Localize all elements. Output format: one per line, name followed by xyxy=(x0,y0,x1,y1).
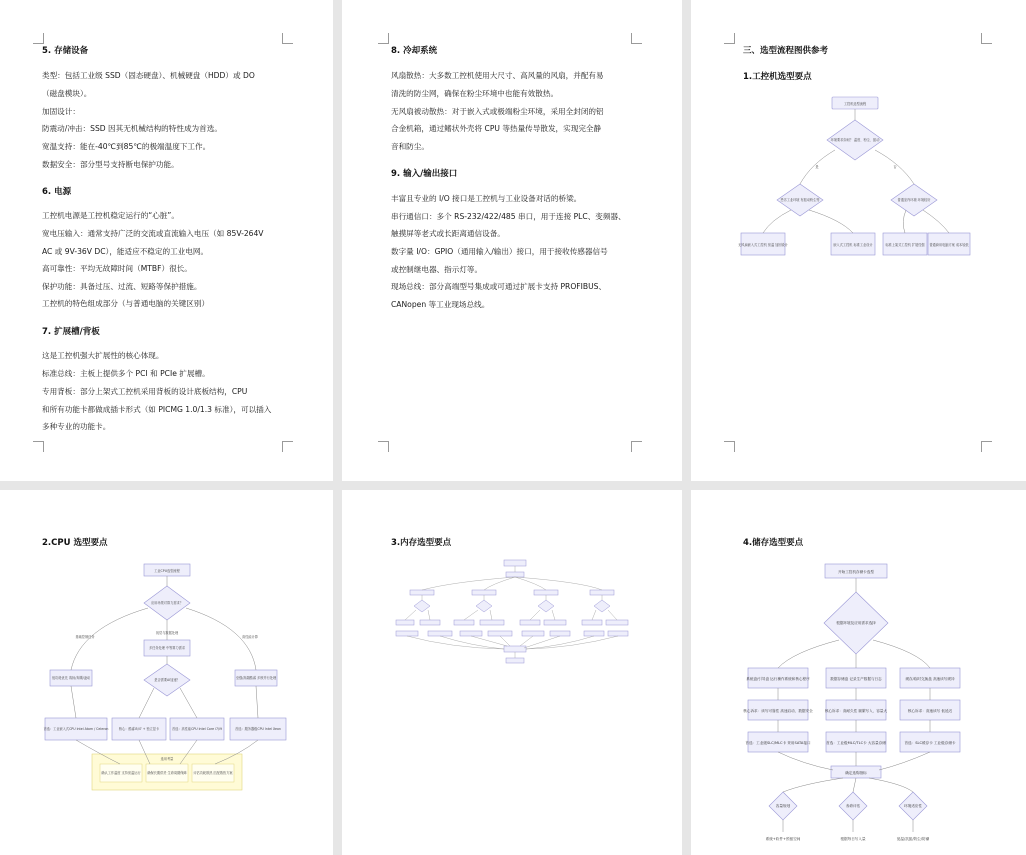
text-line: 宽温支持：能在-40℃到85℃的极端温度下工作。 xyxy=(42,142,211,151)
flow-edge-no: 否 xyxy=(893,165,897,169)
flow-note-label: 核心诉求：读写可靠性 高速启动、数据安全 xyxy=(743,709,813,713)
flow-mid-q-label: 是否需要AI加速？ xyxy=(154,678,180,682)
page-2 xyxy=(342,0,682,481)
heading-power: 6. 电源 xyxy=(42,187,72,197)
text-line: 数字量 I/O：GPIO（通用输入/输出）接口，用于接收传感器信号 xyxy=(391,247,608,256)
heading-storage-selection: 4.储存选型要点 xyxy=(743,538,804,548)
flow-rec-label: 首选：工业级SLC/MLC卡 采用SATA接口 xyxy=(745,741,811,745)
flow-decision-label: 容量规划 xyxy=(775,804,791,808)
panel-title: 选用考量 xyxy=(160,757,174,761)
page-5 xyxy=(342,490,682,855)
flow-branch-label: 数据存储盘 记录生产数据与日志 xyxy=(830,677,882,681)
crop-mark xyxy=(378,441,389,452)
flow-leaf-label: 核心：酷睿i5/i7 + 独立显卡 xyxy=(118,727,160,731)
flow-left-q-label: 恶劣工业环境 有振动粉尘等 xyxy=(780,198,820,202)
text-line: 高可靠性：平均无故障时间（MTBF）很长。 xyxy=(42,264,192,273)
flow-branch-label: 系统盘/引导盘 运行操作系统和核心程序 xyxy=(746,677,810,681)
text-line: AC 或 9V-36V DC），能适应不稳定的工业电网。 xyxy=(42,247,209,256)
heading-ipc-selection: 1.工控机选型要点 xyxy=(743,72,812,82)
text-line: 数据安全：部分型号支持断电保护功能。 xyxy=(42,160,179,169)
panel-item: 确保长期供货 生命周期保障 xyxy=(147,771,187,775)
text-line: 合金机箱，通过鳍状外壳将 CPU 等热量传导散发，实现完全静 xyxy=(391,124,602,133)
flow-edge-yes: 是 xyxy=(815,165,819,169)
crop-mark xyxy=(282,33,293,44)
crop-mark xyxy=(33,441,44,452)
flow-bottom-label: 宽温/抗振/防尘/防潮 xyxy=(896,837,930,841)
flow-note-label: 核心诉求：高耐久性 频繁写入、容量大 xyxy=(824,709,888,713)
text-line: 类型：包括工业级 SSD（固态硬盘）、机械硬盘（HDD）或 DO xyxy=(42,71,255,80)
panel-item: 评估功耗散热 匹配散热方案 xyxy=(193,771,233,775)
page-1 xyxy=(0,0,333,481)
crop-mark xyxy=(33,33,44,44)
text-line: 保护功能：具备过压、过流、短路等保护措施。 xyxy=(42,282,202,291)
text-line: 宽电压输入：通常支持广泛的交流或直流输入电压（如 85V-264V xyxy=(42,229,264,238)
crop-mark xyxy=(631,33,642,44)
page-4 xyxy=(0,490,333,855)
flow-right-q-label: 普通室内环境 环境较好 xyxy=(897,198,931,202)
text-line: 或控制继电器、指示灯等。 xyxy=(391,265,483,274)
flow-bottom-label: 根据每日写入量 xyxy=(840,837,866,841)
flow-leaf-label: 普通商用电脑方案 成本较低 xyxy=(929,243,969,247)
flow-edge-label: 高性能计算 xyxy=(242,635,258,639)
flow-q1-label: 环境要求如何？ 温度、粉尘、振动 xyxy=(830,138,880,142)
flow-decision-label: 环境适应性 xyxy=(904,804,922,808)
heading-cooling: 8. 冷却系统 xyxy=(391,46,438,56)
crop-mark xyxy=(631,441,642,452)
flow-node-label: 至强/高端酷睿 多核并行处理 xyxy=(235,676,277,680)
flow-leaf-label: 首选：工业嵌入式CPU Intel Atom / Celeron xyxy=(43,727,109,731)
ipc-selection-flowchart xyxy=(731,92,971,262)
heading-expansion: 7. 扩展槽/背板 xyxy=(42,327,100,337)
text-line: 加固设计： xyxy=(42,107,80,116)
flow-node-label: 多任务处理 中等算力需求 xyxy=(148,646,186,650)
flow-q1-label: 根据环境及应用需求选择 xyxy=(836,621,876,625)
flow-bottom-label: 系统+软件+预留空间 xyxy=(765,837,801,841)
text-line: 防震动/冲击：SSD 因其无机械结构的特性成为首选。 xyxy=(42,124,222,133)
heading-io: 9. 输入/输出接口 xyxy=(391,169,458,179)
flow-note-label: 核心诉求：高速读写 低延迟 xyxy=(907,709,953,713)
flow-edge-label: 基础控制任务 xyxy=(75,635,95,639)
text-line: 标准总线：主板上提供多个 PCI 和 PCIe 扩展槽。 xyxy=(42,369,210,378)
page-6 xyxy=(691,490,1026,855)
heading-memory-selection: 3.内存选型要点 xyxy=(391,538,452,548)
text-line: CANopen 等工业现场总线。 xyxy=(391,300,490,309)
text-line: 现场总线：部分高端型号集成或可通过扩展卡支持 PROFIBUS、 xyxy=(391,282,607,291)
flow-root-label: 工控机选型流程 xyxy=(843,102,867,106)
text-line: 工控机的特色组成部分（与普通电脑的关键区别） xyxy=(42,299,210,308)
text-line: 多种专业的功能卡。 xyxy=(42,422,111,431)
flow-leaf-label: 无风扇嵌入式工控机 宽温 加固设计 xyxy=(738,243,788,247)
flow-node-label: 低功耗优先 赛扬/奔腾/凌动 xyxy=(51,676,91,680)
text-line: 这是工控机强大扩展性的核心体现。 xyxy=(42,351,164,360)
crop-mark xyxy=(981,33,992,44)
text-line: 清洗的防尘网，确保在粉尘环境中也能有效散热。 xyxy=(391,89,559,98)
flow-merge-label: 确定选购指标 xyxy=(845,771,867,775)
text-line: 丰富且专业的 I/O 接口是工控机与工业设备对话的桥梁。 xyxy=(391,194,582,203)
flow-leaf-label: 标准上架式工控机 扩展性强 xyxy=(885,243,925,247)
page-3 xyxy=(691,0,1026,481)
cpu-selection-flowchart xyxy=(40,558,300,803)
flow-leaf-label: 首选：服务器级CPU Intel Xeon xyxy=(235,727,281,731)
heading-section-3: 三、选型流程图供参考 xyxy=(743,46,829,56)
text-line: 风扇散热：大多数工控机使用大尺寸、高风量的风扇，并配有易 xyxy=(391,71,604,80)
flow-root-label: 开始工控机存储卡选型 xyxy=(838,570,874,574)
memory-selection-flowchart xyxy=(392,556,637,671)
flow-root-label: 工业CPU选型流程 xyxy=(154,569,180,573)
crop-mark xyxy=(378,33,389,44)
flow-leaf-label: 嵌入式工控机 标准工业设计 xyxy=(833,243,873,247)
text-line: 无风扇被动散热：对于嵌入式或极端粉尘环境，采用全封闭的铝 xyxy=(391,107,604,116)
flow-leaf-label: 首选：高性能CPU Intel Core i7/i9 xyxy=(172,727,222,731)
text-line: 工控机电源是工控机稳定运行的“心脏”。 xyxy=(42,211,179,220)
text-line: 音和防尘。 xyxy=(391,142,429,151)
text-line: （磁盘模块）。 xyxy=(42,89,92,98)
flow-edge-label: 视觉与数据处理 xyxy=(155,631,179,635)
flow-decision-label: 寿命评估 xyxy=(845,804,861,808)
crop-mark xyxy=(724,441,735,452)
crop-mark xyxy=(981,441,992,452)
text-line: 和所有功能卡都做成插卡形式（如 PICMG 1.0/1.3 标准），可以插入 xyxy=(42,405,272,414)
text-line: 触摸屏等老式或长距离通信设备。 xyxy=(391,229,505,238)
text-line: 串行通信口：多个 RS-232/422/485 串口，用于连接 PLC、变频器、 xyxy=(391,212,626,221)
flow-branch-label: 缓存/临时交换盘 高速读写缓冲 xyxy=(905,677,955,681)
heading-storage: 5. 存储设备 xyxy=(42,46,89,56)
panel-item: 确认工作温度 支持宽温运行 xyxy=(101,771,141,775)
heading-cpu-selection: 2.CPU 选型要点 xyxy=(42,538,108,548)
flow-q1-label: 应用场景对算力需求？ xyxy=(151,601,183,605)
flow-rec-label: 首选：工业级MLC/TLC卡 大容量存储 xyxy=(826,741,886,745)
crop-mark xyxy=(724,33,735,44)
text-line: 专用背板：部分上架式工控机采用背板的设计底板结构，CPU xyxy=(42,387,248,396)
flow-rec-label: 首选：SLC缓存卡 工业级存储卡 xyxy=(904,741,956,745)
crop-mark xyxy=(282,441,293,452)
storage-selection-flowchart xyxy=(743,560,973,855)
